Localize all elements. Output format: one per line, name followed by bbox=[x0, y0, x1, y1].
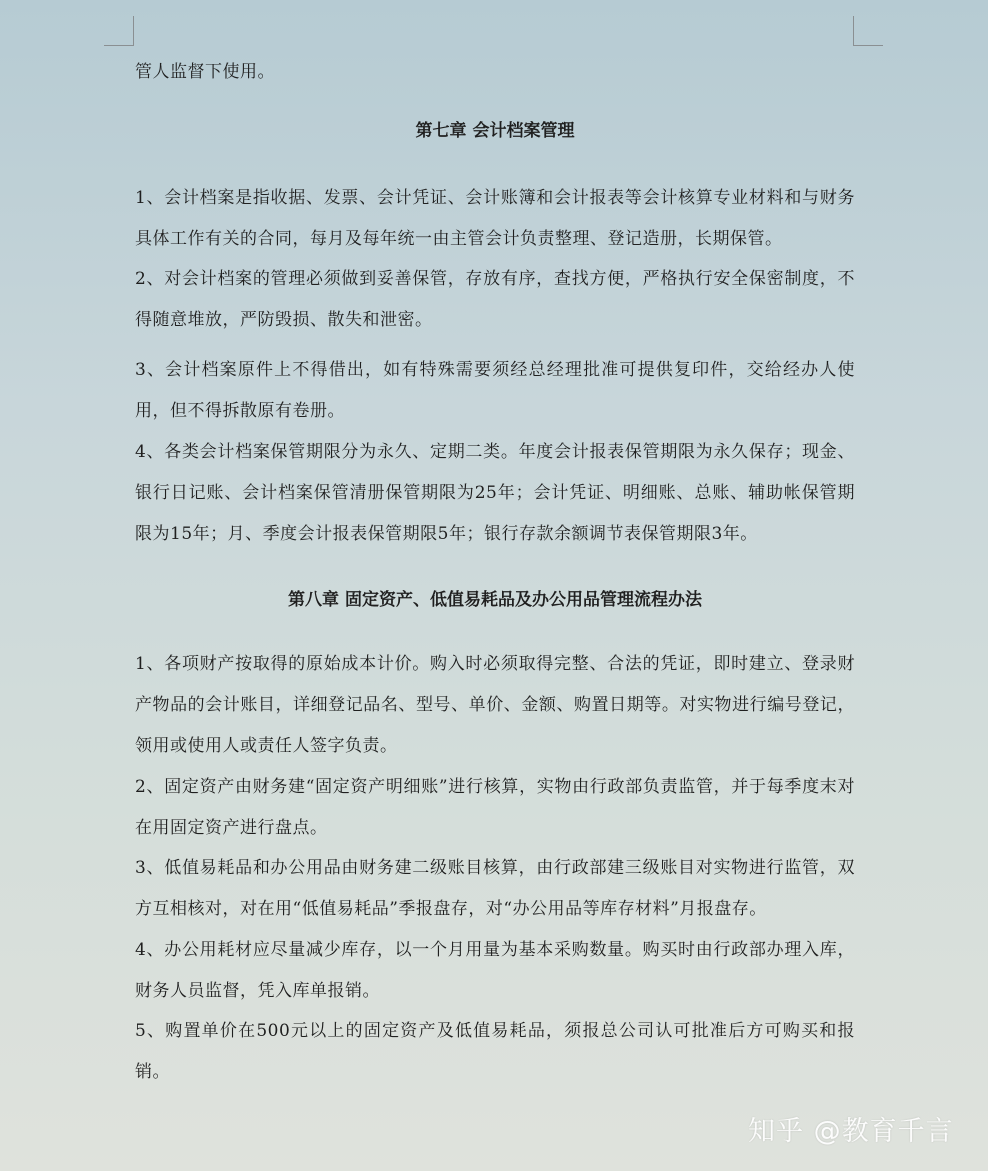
chapter-8-item-1: 1、各项财产按取得的原始成本计价。购入时必须取得完整、合法的凭证，即时建立、登录财产物品的会计账目，详细登记品名、型号、单价、金额、购置日期等。对实物进行编号登记，领用或使用人或责任人签字负责。 bbox=[135, 654, 855, 756]
chapter-8-item-4: 4、办公用耗材应尽量减少库存，以一个月用量为基本采购数量。购买时由行政部办理入库，财务人员监督，凭入库单报销。 bbox=[135, 940, 855, 1001]
zhihu-watermark: 知乎 @教育千言 bbox=[748, 1116, 954, 1147]
chapter-7-item-2: 2、对会计档案的管理必须做到妥善保管，存放有序，查找方便，严格执行安全保密制度，不得随意堆放，严防毁损、散失和泄密。 bbox=[135, 269, 855, 330]
crop-mark-top-right-horizontal bbox=[853, 45, 883, 46]
chapter-7-item-3: 3、会计档案原件上不得借出，如有特殊需要须经总经理批准可提供复印件，交给经办人使用，但不得拆散原有卷册。 bbox=[135, 360, 855, 421]
crop-mark-top-left-horizontal bbox=[104, 45, 134, 46]
chapter-7-title: 第七章 会计档案管理 bbox=[415, 121, 575, 141]
chapter-8-item-2: 2、固定资产由财务建“固定资产明细账”进行核算，实物由行政部负责监管，并于每季度末对在用固定资产进行盘点。 bbox=[135, 777, 855, 838]
crop-mark-top-right-vertical bbox=[853, 16, 854, 46]
continuation-text: 管人监督下使用。 bbox=[135, 62, 275, 82]
chapter-7-item-1: 1、会计档案是指收据、发票、会计凭证、会计账簿和会计报表等会计核算专业材料和与财务具体工作有关的合同，每月及每年统一由主管会计负责整理、登记造册，长期保管。 bbox=[135, 188, 855, 249]
chapter-8-item-5: 5、购置单价在500元以上的固定资产及低值易耗品，须报总公司认可批准后方可购买和报销。 bbox=[135, 1021, 855, 1082]
chapter-7-item-4: 4、各类会计档案保管期限分为永久、定期二类。年度会计报表保管期限为永久保存；现金、银行日记账、会计档案保管清册保管期限为25年；会计凭证、明细账、总账、辅助帐保管期限为15年；月、季度会计报表保管期限5年；银行存款余额调节表保管期限3年。 bbox=[135, 442, 855, 544]
chapter-8-item-3: 3、低值易耗品和办公用品由财务建二级账目核算，由行政部建三级账目对实物进行监管，双方互相核对，对在用“低值易耗品”季报盘存，对“办公用品等库存材料”月报盘存。 bbox=[135, 858, 855, 919]
crop-mark-top-left-vertical bbox=[133, 16, 134, 46]
chapter-8-title: 第八章 固定资产、低值易耗品及办公用品管理流程办法 bbox=[288, 590, 702, 610]
